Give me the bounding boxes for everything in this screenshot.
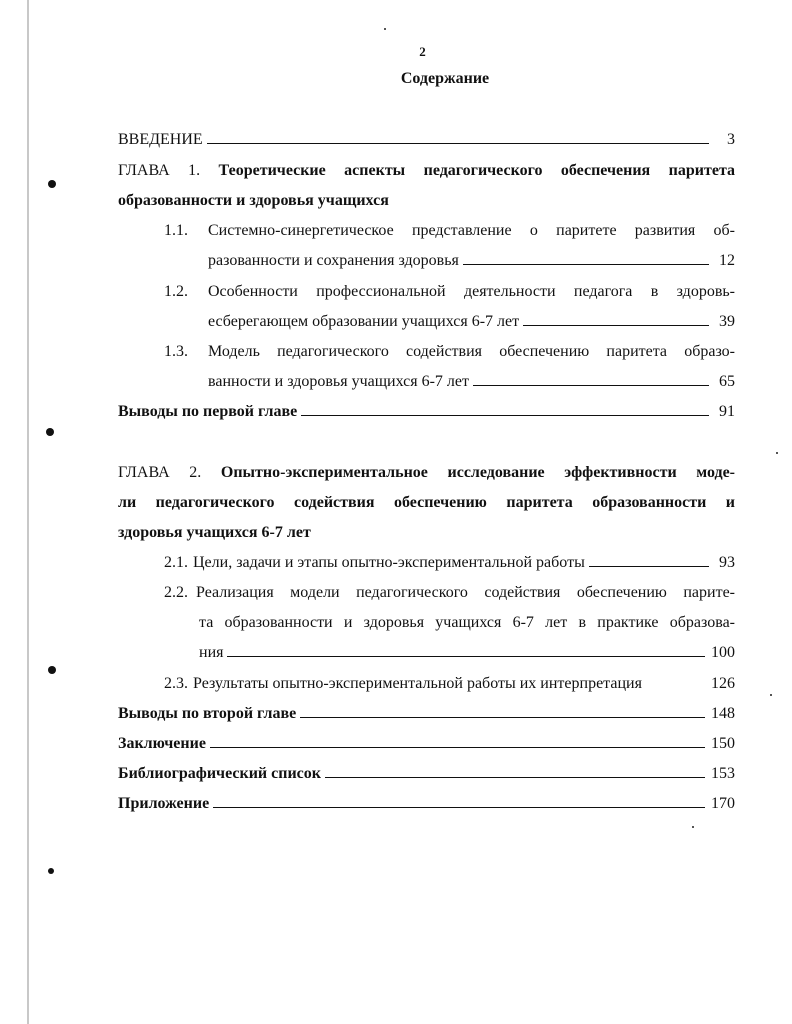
toc-entry-intro[interactable] xyxy=(118,128,735,152)
toc-leader-line xyxy=(523,310,709,326)
toc-page: 12 xyxy=(719,252,735,269)
toc-page: 153 xyxy=(711,765,735,782)
toc-page: 39 xyxy=(719,313,735,330)
toc-leader-line xyxy=(473,370,709,386)
toc-leader-line xyxy=(300,702,705,718)
toc-page: 148 xyxy=(711,705,735,722)
toc-page: 100 xyxy=(711,644,735,661)
section-number: 1.3. xyxy=(164,343,188,360)
toc-entry-1-3[interactable] xyxy=(208,370,735,394)
toc-label: ВВЕДЕНИЕ xyxy=(118,131,203,148)
toc-entry-conclusion[interactable] xyxy=(118,732,735,756)
chapter2-title-cont: ли педагогического содействия обеспечению паритета образованности и xyxy=(118,494,735,511)
toc-page: 150 xyxy=(711,735,735,752)
toc-leader-line xyxy=(589,551,709,567)
section-1-2-title[interactable]: Особенности профессиональной деятельности педагога в здоровь- xyxy=(208,283,735,300)
chapter1-heading[interactable] xyxy=(118,159,735,183)
toc-label: Цели, задачи и этапы опытно-экспериментальной работы xyxy=(193,554,585,571)
toc-leader-line xyxy=(210,732,705,748)
toc-leader-line xyxy=(463,249,709,265)
toc-entry-2-3[interactable] xyxy=(164,672,735,696)
toc-page: 126 xyxy=(711,675,735,692)
scan-speck xyxy=(776,452,778,454)
scan-speck xyxy=(692,826,694,828)
scan-edge-line xyxy=(27,0,29,1024)
toc-entry-2-1[interactable] xyxy=(164,551,735,575)
section-number: 2.3. xyxy=(164,675,188,692)
toc-leader-line xyxy=(213,792,705,808)
toc-entry-chapter2-conclusions[interactable] xyxy=(118,702,735,726)
toc-label: Приложение xyxy=(118,795,210,812)
toc-page: 170 xyxy=(711,795,735,812)
toc-label: разованности и сохранения здоровья xyxy=(208,252,459,269)
scan-speck xyxy=(384,28,386,30)
chapter-prefix: ГЛАВА 2. xyxy=(118,464,202,481)
toc-page: 65 xyxy=(719,373,735,390)
toc-leader-line xyxy=(227,641,705,657)
chapter-prefix: ГЛАВА 1. xyxy=(118,162,201,179)
chapter-title: Опытно-экспериментальное исследование эффективности моде- xyxy=(220,464,736,481)
scan-speck xyxy=(770,694,772,696)
section-2-2-title[interactable]: Реализация модели педагогического содействия обеспечению парите- xyxy=(196,584,735,601)
toc-page: 3 xyxy=(727,131,735,148)
toc-label: Выводы по первой главе xyxy=(118,403,298,420)
toc-label: ния xyxy=(199,644,224,661)
toc-label: Результаты опытно-экспериментальной работы их интерпретация xyxy=(193,675,642,692)
toc-entry-1-1[interactable] xyxy=(208,249,735,273)
toc-label: Заключение xyxy=(118,735,206,752)
chapter2-title-end: здоровья учащихся 6-7 лет xyxy=(118,524,311,541)
page-number: 2 xyxy=(419,44,426,59)
toc-page: 93 xyxy=(719,554,735,571)
section-1-3-title[interactable]: Модель педагогического содействия обеспечению паритета образо- xyxy=(208,343,735,360)
toc-leader-line xyxy=(301,400,709,416)
section-1-1-title[interactable]: Системно-синергетическое представление о паритете развития об- xyxy=(208,222,735,239)
section-number: 1.1. xyxy=(164,222,188,239)
punch-hole-mark xyxy=(48,666,56,674)
section-number: 1.2. xyxy=(164,283,188,300)
chapter1-title-cont: образованности и здоровья учащихся xyxy=(118,192,389,209)
punch-hole-mark xyxy=(46,428,54,436)
toc-label: ванности и здоровья учащихся 6-7 лет xyxy=(208,373,470,390)
section-number: 2.2. xyxy=(164,584,188,601)
toc-leader-line xyxy=(325,762,705,778)
toc-page: 91 xyxy=(719,403,735,420)
chapter-title: Теоретические аспекты педагогического обеспечения паритета xyxy=(218,162,736,179)
punch-hole-mark xyxy=(48,180,56,188)
toc-entry-1-2[interactable] xyxy=(208,310,735,334)
toc-label: Библиографический список xyxy=(118,765,321,782)
page-title: Содержание xyxy=(400,70,490,87)
toc-entry-appendix[interactable] xyxy=(118,792,735,816)
section-2-2-title-cont: та образованности и здоровья учащихся 6-7 лет в практике образова- xyxy=(199,614,735,631)
toc-entry-chapter1-conclusions[interactable] xyxy=(118,400,735,424)
chapter2-heading[interactable] xyxy=(118,461,735,485)
toc-label: Выводы по второй главе xyxy=(118,705,297,722)
toc-entry-2-2[interactable] xyxy=(199,641,735,665)
toc-label: есберегающем образовании учащихся 6-7 лет xyxy=(208,313,520,330)
toc-leader-line xyxy=(207,128,709,144)
section-number: 2.1. xyxy=(164,554,188,571)
toc-entry-bibliography[interactable] xyxy=(118,762,735,786)
punch-hole-mark xyxy=(48,868,54,874)
